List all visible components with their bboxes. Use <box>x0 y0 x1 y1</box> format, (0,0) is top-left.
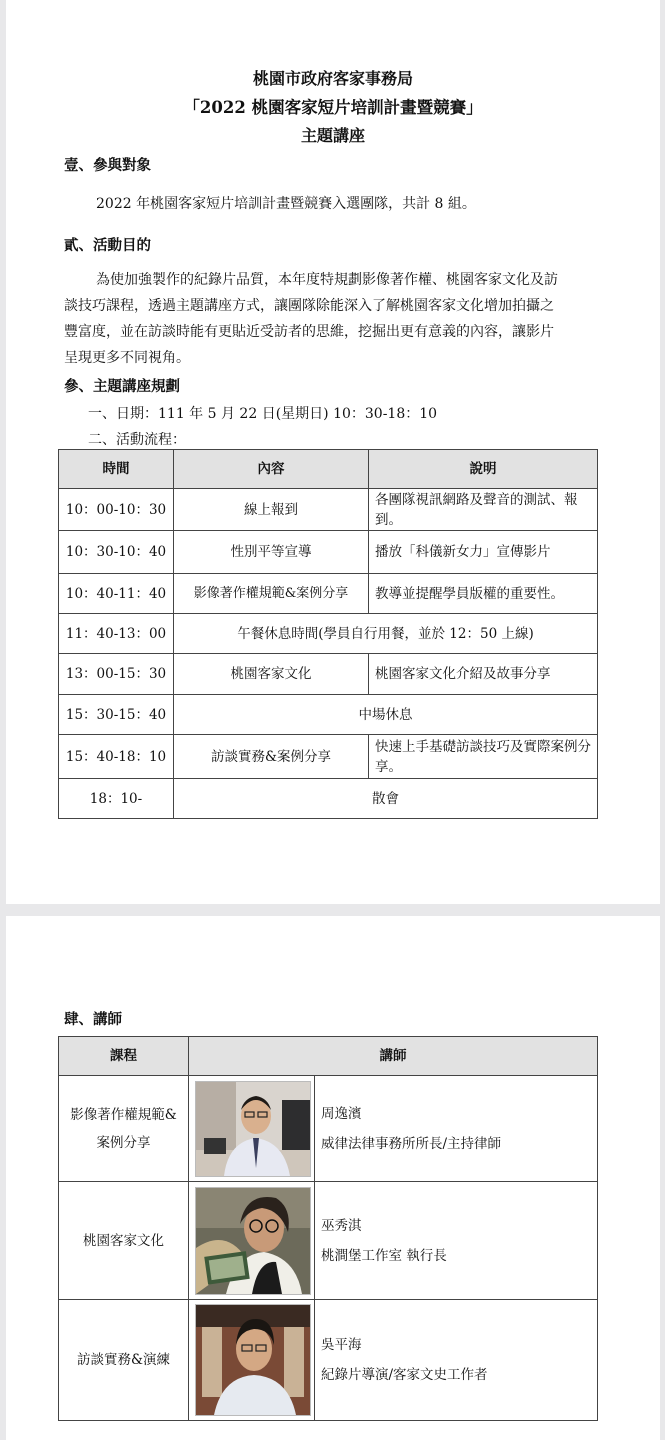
header-content: 內容 <box>174 450 369 489</box>
table-row <box>59 779 598 819</box>
instructor-info <box>315 1300 598 1421</box>
table-row <box>59 1300 598 1421</box>
content-cell: 線上報到 <box>174 489 369 531</box>
table-row <box>59 654 598 695</box>
merged-cell: 散會 <box>174 779 598 819</box>
instructor-title: 威律法律事務所所長/主持律師 <box>321 1135 502 1152</box>
instructors-header-row <box>59 1037 598 1076</box>
time-cell: 13：00-15：30 <box>59 654 174 695</box>
instructor-name: 周逸濱 <box>321 1105 362 1122</box>
section2-line: 為使加強製作的紀錄片品質，本年度特規劃影像著作權、桃園客家文化及訪 <box>96 272 558 288</box>
time-cell: 10：00-10：30 <box>59 489 174 531</box>
merged-cell: 午餐休息時間(學員自行用餐，並於 12：50 上線) <box>174 614 598 654</box>
time-cell: 15：30-15：40 <box>59 695 174 735</box>
section2-line: 豐富度，並在訪談時能有更貼近受訪者的思維，挖掘出更有意義的內容，讓影片 <box>64 324 554 340</box>
instructor-info <box>315 1076 598 1182</box>
instructor-info <box>315 1182 598 1300</box>
schedule-table <box>58 449 598 819</box>
instructor-photo-cell <box>189 1182 315 1300</box>
content-cell: 訪談實務&案例分享 <box>174 735 369 779</box>
instructor-photo <box>195 1187 311 1295</box>
note-cell: 教導並提醒學員版權的重要性。 <box>369 574 598 614</box>
table-row <box>59 489 598 531</box>
date-line: 一、日期：111 年 5 月 22 日(星期日) 10：30-18：10 <box>88 406 438 422</box>
content-cell: 桃園客家文化 <box>174 654 369 695</box>
time-cell: 10：40-11：40 <box>59 574 174 614</box>
merged-cell: 中場休息 <box>174 695 598 735</box>
header-note: 說明 <box>369 450 598 489</box>
table-row <box>59 695 598 735</box>
instructor-name: 巫秀淇 <box>321 1217 362 1234</box>
section2-line: 談技巧課程，透過主題講座方式，讓團隊除能深入了解桃園客家文化增加拍攝之 <box>64 298 554 314</box>
table-row <box>59 1182 598 1300</box>
document-page-2 <box>6 916 660 1440</box>
note-cell: 各團隊視訊網路及聲音的測試、報到。 <box>369 489 598 531</box>
section4-heading: 肆、講師 <box>64 1011 122 1028</box>
instructors-table <box>58 1036 598 1421</box>
note-cell: 快速上手基礎訪談技巧及實際案例分享。 <box>369 735 598 779</box>
note-cell: 播放「科儀新女力」宣傳影片 <box>369 531 598 574</box>
instructor-title: 紀錄片導演/客家文史工作者 <box>321 1367 488 1383</box>
content-cell: 性別平等宣導 <box>174 531 369 574</box>
flow-line: 二、活動流程： <box>88 432 186 448</box>
instructor-photo-cell <box>189 1076 315 1182</box>
course-cell: 桃園客家文化 <box>59 1182 189 1300</box>
header-course: 課程 <box>59 1037 189 1076</box>
project-title: 「2022 桃園客家短片培訓計畫暨競賽」 <box>183 98 483 117</box>
time-cell: 10：30-10：40 <box>59 531 174 574</box>
header-instructor: 講師 <box>189 1037 598 1076</box>
table-row <box>59 1076 598 1182</box>
schedule-header-row <box>59 450 598 489</box>
instructor-photo <box>195 1081 311 1177</box>
section1-text: 2022 年桃園客家短片培訓計畫暨競賽入選團隊，共計 8 組。 <box>96 196 476 212</box>
section2-heading: 貳、活動目的 <box>64 237 151 254</box>
instructor-photo <box>195 1304 311 1416</box>
topic-title: 主題講座 <box>300 126 365 145</box>
table-row <box>59 531 598 574</box>
note-cell: 桃園客家文化介紹及故事分享 <box>369 654 598 695</box>
time-cell: 15：40-18：10 <box>59 735 174 779</box>
section3-heading: 參、主題講座規劃 <box>64 378 180 395</box>
document-page-1 <box>6 0 660 904</box>
instructor-title: 桃澗堡工作室 執行長 <box>321 1247 447 1264</box>
instructor-name: 吳平海 <box>321 1337 362 1353</box>
section2-line: 呈現更多不同視角。 <box>64 350 190 366</box>
org-title: 桃園市政府客家事務局 <box>252 69 413 88</box>
content-cell: 影像著作權規範&案例分享 <box>174 574 369 614</box>
header-time: 時間 <box>59 450 174 489</box>
course-cell: 影像著作權規範&案例分享 <box>59 1076 189 1182</box>
course-cell: 訪談實務&演練 <box>59 1300 189 1421</box>
instructor-photo-cell <box>189 1300 315 1421</box>
table-row <box>59 614 598 654</box>
time-cell: 18：10- <box>59 779 174 819</box>
table-row <box>59 574 598 614</box>
time-cell: 11：40-13：00 <box>59 614 174 654</box>
table-row <box>59 735 598 779</box>
section1-heading: 壹、參與對象 <box>64 157 151 174</box>
